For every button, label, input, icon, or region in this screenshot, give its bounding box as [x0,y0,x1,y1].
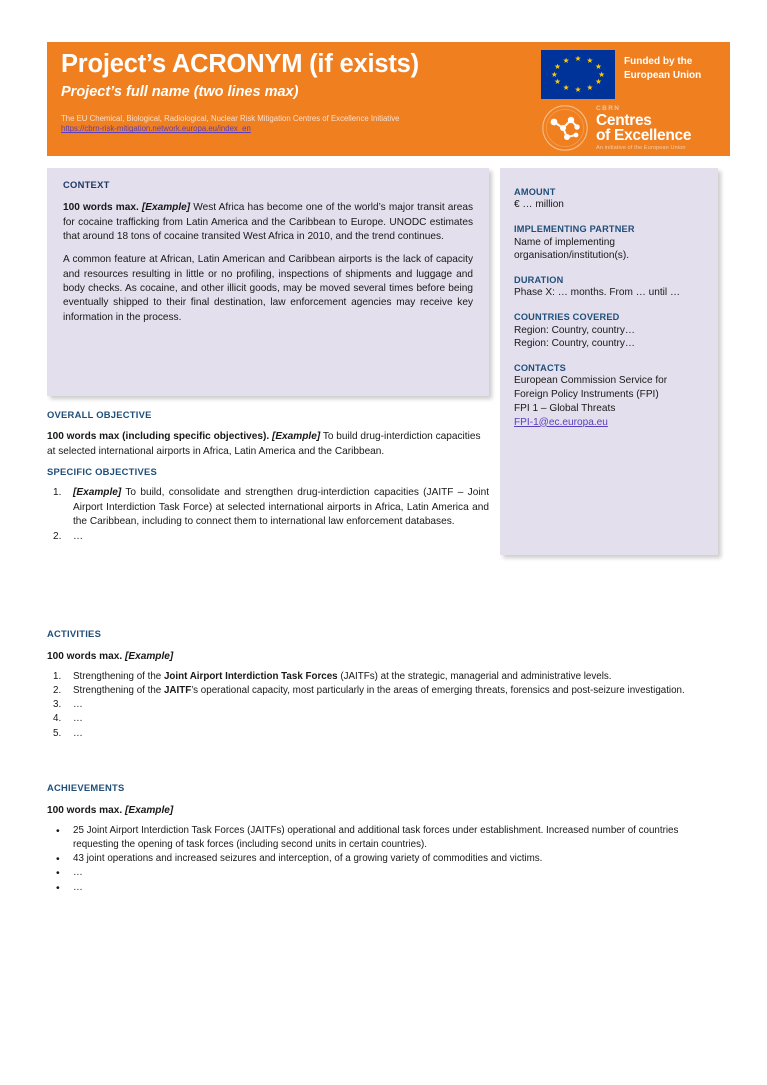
activity-text-bold: JAITF [163,684,192,696]
achievement-text: 43 joint operations and increased seizures and interception, of a growing variety of commodities and victims. [73,853,543,865]
overall-objective-text: To build drug-interdiction capacities at selected international airports in Africa, Latin America and the Caribbean. [47,431,481,457]
specific-objective-text: … [73,530,84,542]
countries-covered-title: COUNTRIES COVERED [514,312,620,323]
activity-text-pre: Strengthening of the [73,684,164,696]
list-item [47,881,723,895]
specific-objectives-list [47,486,489,545]
list-item [47,727,723,741]
list-marker: 1. [53,670,62,682]
activities-lead [47,650,723,664]
activity-text-post: ’s operational capacity, most particularly in the areas of emerging threats, forensics and post-seizure investigation. [191,684,685,696]
centres-of-excellence-logo [541,104,691,152]
list-item [47,824,723,853]
list-item [47,684,723,698]
duration-value: Phase X: … months. From … until … [514,287,681,299]
bullet-icon: • [56,824,60,837]
overall-objective-words-max: 100 words max (including specific objectives). [47,431,270,443]
activity-text-pre: … [73,713,83,725]
countries-covered-line1: Region: Country, country… [514,324,635,336]
amount-title: AMOUNT [514,187,556,197]
context-panel [47,168,489,396]
contacts-line1: European Commission Service for [514,375,668,387]
activity-text-post: (JAITFs) at the strategic, managerial and administrative levels. [337,670,612,682]
list-item [47,866,723,880]
bullet-icon: • [56,881,60,894]
activities-words-max: 100 words max. [47,651,123,663]
context-paragraph-1 [63,201,473,244]
activities-example-tag: [Example] [125,651,174,663]
countries-covered-line2: Region: Country, country… [514,338,635,350]
context-paragraph-1-text: West Africa has become one of the world’s major transit areas for cocaine trafficking from Latin America and the Caribbean to Europe. UNODC estimates that around 18 tons of cocaine transited West Africa in 2010, and the trend continues. [63,202,473,242]
contacts-title: CONTACTS [514,363,566,373]
overall-objective-lead [47,430,489,459]
activity-text-pre: … [73,699,83,711]
specific-objective-example-tag: [Example] [73,487,122,499]
duration-title: DURATION [514,275,564,285]
list-item [47,852,723,866]
eu-flag-icon: ★ ★ ★ ★ ★ ★ ★ ★ ★ ★ ★ ★ [541,50,615,99]
list-marker: 5. [53,727,62,739]
activity-text-pre: Strengthening of the [73,670,164,682]
list-marker: 1. [53,487,62,499]
implementing-partner-line1: Name of implementing [514,236,615,248]
bullet-icon: • [56,853,60,866]
context-example-tag: [Example] [141,202,191,214]
list-item [47,670,723,684]
context-paragraph-2: A common feature at African, Latin American and Caribbean airports is the lack of capacity and resources resulting in little or no profiling, inspections of shipments and luggage and body checks. As cocaine, and other illicit goods, may be moved several times before being eventually shipped to their final destination, law enforcement agencies may receive key information in the process. [63,254,473,323]
funded-by-line1: Funded by the [624,56,693,67]
overall-objective-example-tag: [Example] [271,431,321,443]
list-item [47,530,489,545]
initiative-url-link[interactable]: https://cbrn-risk-mitigation.network.europa.eu/index_en [61,124,251,134]
fact-group-amount [514,186,704,212]
achievements-section [47,782,723,895]
header-title-block [61,50,541,135]
specific-objective-text: To build, consolidate and strengthen drug-interdiction capacities (JAITF – Joint Airport Interdiction Task Force) at selected international airports in Africa, Latin America and the Caribbean, including to connect them to international law enforcement databases. [73,487,489,528]
achievements-example-tag: [Example] [125,805,174,817]
bullet-icon: • [56,867,60,880]
list-item [47,486,489,530]
list-marker: 2. [53,530,62,542]
list-marker: 3. [53,699,62,711]
achievement-text: 25 Joint Airport Interdiction Task Forces (JAITFs) operational and additional task forces under establishment. Increased number of countries requesting the opening of task forces (including second units in certain countries). [73,824,679,850]
fact-group-implementing-partner [514,223,704,263]
contacts-line2: Foreign Policy Instruments (FPI) [514,389,659,401]
fact-group-duration [514,274,704,300]
achievement-text: … [73,867,83,879]
achievements-lead [47,804,723,818]
activities-list [47,670,723,741]
coe-tagline: An initiative of the European Union [596,145,686,152]
specific-objectives-title: SPECIFIC OBJECTIVES [47,465,157,477]
achievements-list [47,824,723,895]
implementing-partner-line2: organisation/institution(s). [514,250,630,262]
document-header-band [47,42,730,156]
list-item [47,698,723,712]
funded-by-text [624,50,701,82]
coe-wordmark [596,104,691,152]
activity-text-pre: … [73,727,83,739]
fact-group-countries-covered [514,311,704,351]
amount-value: € … million [514,199,564,211]
coe-network-icon [541,104,589,152]
context-words-max: 100 words max. [63,202,139,214]
coe-line2: of Excellence [596,127,692,145]
project-acronym: Project’s ACRONYM (if exists) [61,50,419,78]
list-marker: 4. [53,713,62,725]
contacts-line3: FPI 1 – Global Threats [514,402,616,414]
list-item [47,712,723,726]
contacts-email-link[interactable]: FPI-1@ec.europa.eu [514,416,608,428]
implementing-partner-title: IMPLEMENTING PARTNER [514,224,635,235]
activities-title: ACTIVITIES [47,628,102,639]
coe-cbrn-label: CBRN [596,105,621,112]
activities-section [47,628,723,741]
achievements-words-max: 100 words max. [47,805,123,817]
context-title: CONTEXT [63,179,110,190]
project-full-name: Project’s full name (two lines max) [61,83,299,100]
achievement-text: … [73,881,83,893]
initiative-line: The EU Chemical, Biological, Radiological, Nuclear Risk Mitigation Centres of Excellence Initiative [61,113,400,123]
overall-objective-title: OVERALL OBJECTIVE [47,409,152,420]
achievements-title: ACHIEVEMENTS [47,782,125,793]
eu-funding-block [541,50,701,99]
fact-group-contacts [514,362,704,429]
list-marker: 2. [53,684,62,696]
objectives-section [47,409,489,545]
project-facts-panel [500,168,718,555]
activity-text-bold: Joint Airport Interdiction Task Forces [163,670,338,682]
objectives-spacer [47,459,489,466]
funded-by-line2: European Union [624,69,702,81]
coe-line1: Centres [596,111,652,129]
